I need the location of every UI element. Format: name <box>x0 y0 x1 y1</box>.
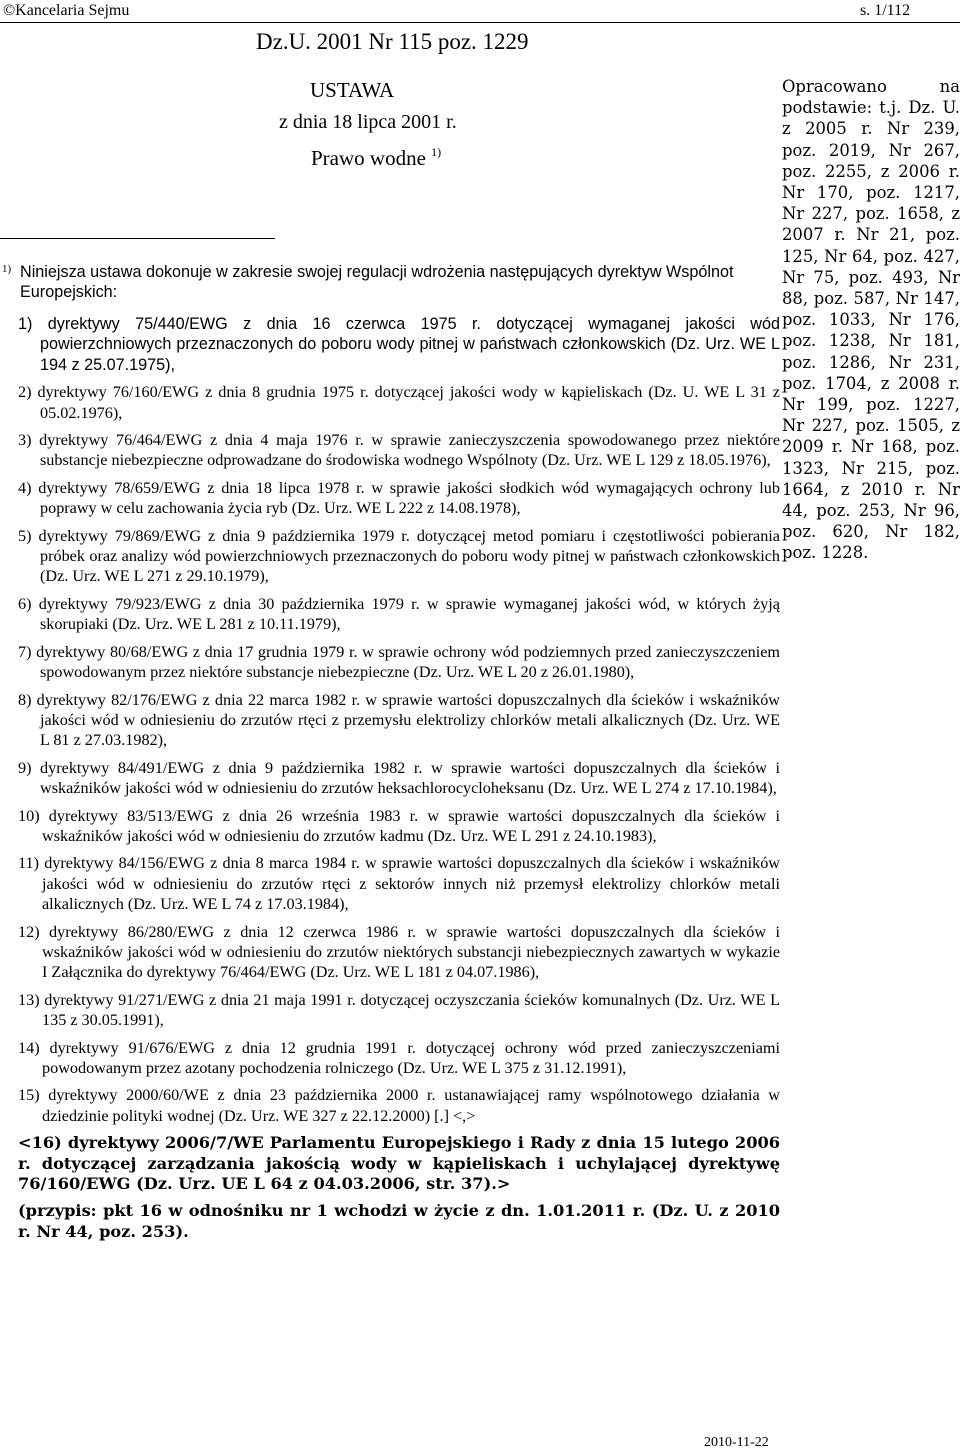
directive-item: 5) dyrektywy 79/869/EWG z dnia 9 października 1979 r. dotyczącej metod pomiaru i częstotliwości pobierania próbek oraz analizy wód powierzchniowych przeznaczonych do poboru wody pitnej w państwach członkowskich (Dz. Urz. WE L 271 z 29.10.1979), <box>18 526 780 586</box>
directive-item: 10) dyrektywy 83/513/EWG z dnia 26 września 1983 r. w sprawie wartości dopuszczalnych dla ścieków i wskaźników jakości wód w odniesieniu do zrzutów kadmu (Dz. Urz. WE L 291 z 24.10.1983), <box>18 806 780 845</box>
directive-item: 15) dyrektywy 2000/60/WE z dnia 23 października 2000 r. ustanawiającej ramy wspólnotowego działania w dziedzinie polityki wodnej (Dz. Urz. WE 327 z 22.12.2000) [.] <,> <box>18 1086 780 1125</box>
directive-item: 7) dyrektywy 80/68/EWG z dnia 17 grudnia 1979 r. w sprawie ochrony wód podziemnych przed zanieczyszczeniem spowodowanym przez niektóre substancje niebezpieczne (Dz. Urz. WE L 20 z 26.01.1980), <box>18 642 780 682</box>
journal-reference: Dz.U. 2001 Nr 115 poz. 1229 <box>256 29 529 54</box>
directive-item: 13) dyrektywy 91/271/EWG z dnia 21 maja 1991 r. dotyczącej oczyszczania ścieków komunalnych (Dz. Urz. WE L 135 z 30.05.1991), <box>18 990 780 1030</box>
publisher-name: ©Kancelaria Sejmu <box>3 2 130 19</box>
title-footnote-ref: 1) <box>431 145 442 159</box>
directive-item: 4) dyrektywy 78/659/EWG z dnia 18 lipca 1978 r. w sprawie jakości słodkich wód wymagających ochrony lub poprawy w celu zachowania życia ryb (Dz. Urz. WE L 222 z 14.08.1978), <box>18 478 780 518</box>
directive-item: 3) dyrektywy 76/464/EWG z dnia 4 maja 1976 r. w sprawie zanieczyszczenia spowodowanego przez niektóre substancje niebezpieczne odprowadzane do środowiska wodnego Wspólnoty (Dz. Urz. WE L 129 z 18.05.1976), <box>18 431 780 470</box>
directive-item: 1) dyrektywy 75/440/EWG z dnia 16 czerwca 1975 r. dotyczącej wymaganej jakości wód powierzchniowych przeznaczonych do poboru wody pitnej w państwach członkowskich (Dz. Urz. WE L 194 z 25.07.1975), <box>18 315 780 374</box>
footnote-intro: Niniejsza ustawa dokonuje w zakresie swojej regulacji wdrożenia następujących dyrektyw Wspólnot Europejskich: <box>20 263 734 301</box>
act-date: z dnia 18 lipca 2001 r. <box>279 111 457 133</box>
act-type: USTAWA <box>310 78 395 102</box>
directive-item-amendment: <16) dyrektywy 2006/7/WE Parlamentu Europejskiego i Rady z dnia 15 lutego 2006 r. dotyczącej zarządzania jakością wody w kąpieliskach i uchylającej dyrektywę 76/160/EWG (Dz. Urz. UE L 64 z 04.03.2006, str. 37).> <box>18 1133 780 1194</box>
directive-list <box>18 314 780 1249</box>
act-title-text: Prawo wodne <box>311 146 426 170</box>
directive-item: 11) dyrektywy 84/156/EWG z dnia 8 marca 1984 r. w sprawie wartości dopuszczalnych dla ścieków i wskaźników jakości wód w odniesieniu do zrzutów rtęci z sektorów innych niż przemysł elektrolizy chlorków metali alkalicznych (Dz. Urz. WE L 74 z 17.03.1984), <box>18 854 780 914</box>
footnote-marker: 1) <box>2 263 12 275</box>
directive-item: 8) dyrektywy 82/176/EWG z dnia 22 marca 1982 r. w sprawie wartości dopuszczalnych dla ścieków i wskaźników jakości wód w odniesieniu do zrzutów rtęci z przemysłu elektrolizy chlorków metali alkalicznych (Dz. Urz. WE L 81 z 27.03.1982), <box>18 690 780 750</box>
consolidation-note: Opracowano na podstawie: t.j. Dz. U. z 2005 r. Nr 239, poz. 2019, Nr 267, poz. 2255, z 2006 r. Nr 170, poz. 1217, Nr 227, poz. 1658, z 2007 r. Nr 21, poz. 125, Nr 64, poz. 427, Nr 75, poz. 493, Nr 88, poz. 587, Nr 147, poz. 1033, Nr 176, poz. 1238, Nr 181, poz. 1286, Nr 231, poz. 1704, z 2008 r. Nr 199, poz. 1227, Nr 227, poz. 1505, z 2009 r. Nr 168, poz. 1323, Nr 215, poz. 1664, z 2010 r. Nr 44, poz. 253, Nr 96, poz. 620, Nr 182, poz. 1228. <box>782 77 960 563</box>
footer-date: 2010-11-22 <box>704 1435 769 1450</box>
directive-item: 12) dyrektywy 86/280/EWG z dnia 12 czerwca 1986 r. w sprawie wartości dopuszczalnych dla ścieków i wskaźników jakości wód w odniesieniu do zrzutów niektórych substancji niebezpiecznych zawartych w wykazie I Załącznika do dyrektywy 76/464/EWG (Dz. Urz. WE L 181 z 04.07.1986), <box>18 922 780 982</box>
header-divider <box>0 22 960 23</box>
amendment-note: (przypis: pkt 16 w odnośniku nr 1 wchodzi w życie z dn. 1.01.2011 r. (Dz. U. z 2010 r. Nr 44, poz. 253). <box>18 1201 780 1241</box>
act-title <box>311 145 441 171</box>
directive-item: 14) dyrektywy 91/676/EWG z dnia 12 grudnia 1991 r. dotyczącej ochrony wód przed zanieczyszczeniami powodowanym przez azotany pochodzenia rolniczego (Dz. Urz. WE L 375 z 31.12.1991), <box>18 1038 780 1077</box>
directive-item: 9) dyrektywy 84/491/EWG z dnia 9 października 1982 r. w sprawie wartości dopuszczalnych dla ścieków i wskaźników jakości wód w odniesieniu do zrzutów heksachlorocycloheksanu (Dz. Urz. WE L 274 z 17.10.1984), <box>18 758 780 798</box>
directive-item: 6) dyrektywy 79/923/EWG z dnia 30 października 1979 r. w sprawie wymaganej jakości wód, w których żyją skorupiaki (Dz. Urz. WE L 281 z 10.11.1979), <box>18 594 780 634</box>
page-number: s. 1/112 <box>860 2 911 19</box>
footnote-separator <box>0 238 275 239</box>
directive-item: 2) dyrektywy 76/160/EWG z dnia 8 grudnia 1975 r. dotyczącej jakości wody w kąpieliskach (Dz. U. WE L 31 z 05.02.1976), <box>18 383 780 422</box>
